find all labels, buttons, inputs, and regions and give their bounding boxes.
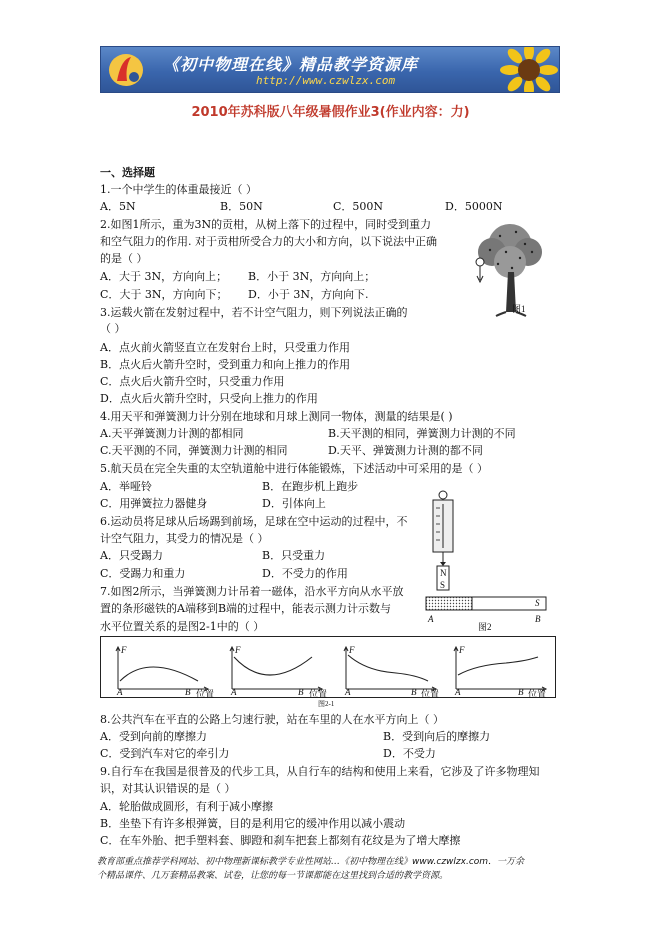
figure-2-1-label: 图2-1 <box>318 700 335 708</box>
graph-c-b-label: B <box>411 687 417 697</box>
q2-line-2: 和空气阻力的作用. 对于贡柑所受合力的大小和方向，以下说法中正确 <box>100 235 437 248</box>
site-banner <box>100 46 560 93</box>
graph-a-pos-label: 位置 <box>196 689 215 699</box>
footer-line-2: 个精品课件、几万套精品教案、试卷，让您的每一节课都能在这里找到合适的教学资源。 <box>97 871 449 881</box>
q8-option-b: B．受到向后的摩擦力 <box>383 730 491 743</box>
graph-b-f-label: F <box>235 645 241 655</box>
figure-2-label: 图2 <box>478 622 492 632</box>
graph-d-f-label: F <box>459 645 465 655</box>
q7-line-3: 水平位置关系的是图2-1中的（ ） <box>100 620 265 633</box>
q1-option-b: B．50N <box>220 200 263 213</box>
q9-line-1: 9.自行车在我国是很普及的代步工具，从自行车的结构和使用上来看，它涉及了许多物理知 <box>100 765 540 778</box>
magnet-pole-s-small: S <box>440 580 446 590</box>
q3-option-b: B．点火后火箭升空时，受到重力和向上推力的作用 <box>100 358 351 371</box>
q2-option-d: D．小于 3N，方向向下. <box>248 288 369 301</box>
bar-magnet-figure <box>425 596 550 612</box>
q2-line-3: 的是（ ） <box>100 252 148 265</box>
point-a-label: A <box>428 614 434 624</box>
worksheet-title: 2010年苏科版八年级暑假作业3(作业内容：力) <box>191 105 470 120</box>
graph-a-b-label: B <box>185 687 191 697</box>
banner-slogan: 《初中物理在线》精品教学资源库 <box>163 55 419 74</box>
q2-option-c: C．大于 3N，方向向下； <box>100 288 228 301</box>
q4-option-a: A.天平弹簧测力计测的都相同 <box>100 427 244 440</box>
q8-option-a: A．受到向前的摩擦力 <box>100 730 207 743</box>
q4-option-c: C.天平测的不同，弹簧测力计测的相同 <box>100 444 288 457</box>
q1-option-c: C．500N <box>333 200 384 213</box>
q4-option-d: D.天平、弹簧测力计测的都不同 <box>328 444 483 457</box>
q6-line-1: 6.运动员将足球从后场踢到前场，足球在空中运动的过程中，不 <box>100 515 408 528</box>
q4-stem: 4.用天平和弹簧测力计分别在地球和月球上测同一物体，测量的结果是( ) <box>100 410 453 423</box>
figure-1-tree <box>470 222 550 317</box>
graph-c-f-label: F <box>349 645 355 655</box>
page-footer <box>97 855 567 883</box>
graph-b-a-label: A <box>231 687 237 697</box>
magnet-pole-n: N <box>440 568 447 578</box>
graph-b-b-label: B <box>298 687 304 697</box>
q1-option-d: D．5000N <box>445 200 503 213</box>
section-heading: 一、选择题 <box>100 166 155 179</box>
q5-stem: 5.航天员在完全失重的太空轨道舱中进行体能锻炼，下述活动中可采用的是（ ） <box>100 462 488 475</box>
magnet-pole-s: S <box>535 598 540 608</box>
q2-line-1: 2.如图1所示，重为3N的贡柑，从树上落下的过程中，同时受到重力 <box>100 218 432 231</box>
q6-option-b: B．只受重力 <box>262 549 326 562</box>
q2-option-b: B．小于 3N，方向向上； <box>248 270 376 283</box>
graph-a-f-label: F <box>121 645 127 655</box>
q5-option-b: B．在跑步机上跑步 <box>262 480 359 493</box>
graph-d-pos-label: 位置 <box>528 689 547 699</box>
site-logo-icon <box>107 51 145 88</box>
q6-option-d: D．不受力的作用 <box>262 567 348 580</box>
q3-option-d: D．点火后火箭升空时，只受向上推力的作用 <box>100 392 318 405</box>
q7-line-1: 7.如图2所示，当弹簧测力计吊着一磁体，沿水平方向从水平放 <box>100 585 404 598</box>
figure-1-label: 图1 <box>512 304 526 314</box>
graph-d-b-label: B <box>518 687 524 697</box>
footer-line-1: 教育部重点推荐学科网站、初中物理新课标教学专业性网站…《初中物理在线》www.czwlzx.com．一万余 <box>97 857 525 867</box>
q1-option-a: A．5N <box>100 200 136 213</box>
q3-line-1: 3.运载火箭在发射过程中，若不计空气阻力，则下列说法正确的 <box>100 306 408 319</box>
q8-option-d: D．不受力 <box>383 747 436 760</box>
q9-line-2: 识，对其认识错误的是（ ） <box>100 782 236 795</box>
q5-option-c: C．用弹簧拉力器健身 <box>100 497 208 510</box>
graph-c-pos-label: 位置 <box>421 689 440 699</box>
q1-stem: 1.一个中学生的体重最接近（ ） <box>100 183 257 196</box>
q3-option-c: C．点火后火箭升空时，只受重力作用 <box>100 375 285 388</box>
banner-url[interactable]: http://www.czwlzx.com <box>256 74 396 87</box>
q6-option-c: C．受踢力和重力 <box>100 567 186 580</box>
graph-c-a-label: A <box>345 687 351 697</box>
q9-option-c: C．在车外胎、把手塑料套、脚蹬和刹车把套上都刻有花纹是为了增大摩擦 <box>100 834 461 847</box>
q6-option-a: A．只受踢力 <box>100 549 163 562</box>
q5-option-a: A．举哑铃 <box>100 480 152 493</box>
q3-line-2: （ ） <box>100 322 126 335</box>
q9-option-a: A．轮胎做成圆形，有利于减小摩擦 <box>100 800 273 813</box>
graph-b-pos-label: 位置 <box>309 689 328 699</box>
q3-option-a: A．点火前火箭竖直立在发射台上时，只受重力作用 <box>100 341 350 354</box>
q6-line-2: 计空气阻力，其受力的情况是（ ） <box>100 532 269 545</box>
q9-option-b: B．坐垫下有许多根弹簧，目的是利用它的缓冲作用以减小震动 <box>100 817 406 830</box>
q8-stem: 8.公共汽车在平直的公路上匀速行驶，站在车里的人在水平方向上（ ） <box>100 713 444 726</box>
graph-d-a-label: A <box>455 687 461 697</box>
q8-option-c: C．受到汽车对它的牵引力 <box>100 747 230 760</box>
graph-a-a-label: A <box>117 687 123 697</box>
q7-line-2: 置的条形磁铁的A端移到B端的过程中，能表示测力计示数与 <box>100 602 392 615</box>
q4-option-b: B.天平测的相同，弹簧测力计测的不同 <box>328 427 516 440</box>
point-b-label: B <box>535 614 541 624</box>
q5-option-d: D．引体向上 <box>262 497 326 510</box>
q2-option-a: A．大于 3N，方向向上； <box>100 270 228 283</box>
sunflower-icon <box>499 46 559 93</box>
